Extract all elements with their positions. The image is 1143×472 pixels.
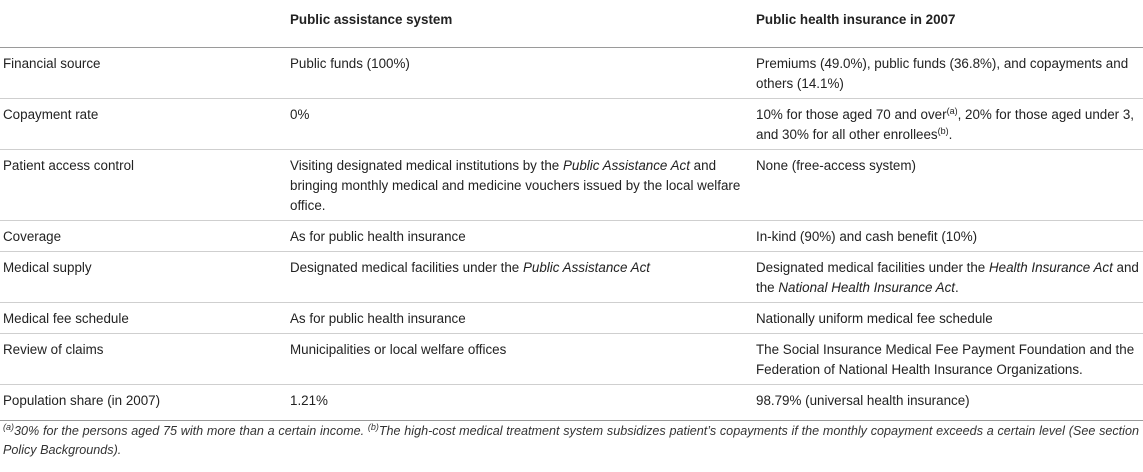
cell-assistance: 1.21% [290, 385, 756, 421]
access-text-pre: Visiting designated medical institutions by the [290, 158, 563, 173]
supply-text-pre: Designated medical facilities under the [290, 260, 523, 275]
footnote-marker-b: (b) [367, 422, 379, 432]
cell-insurance: The Social Insurance Medical Fee Payment Foundation and the Federation of National Health Insurance Organizations. [756, 334, 1143, 385]
cell-assistance: 0% [290, 99, 756, 150]
footnote-marker-b: (b) [937, 126, 949, 136]
cell-insurance [756, 252, 1143, 303]
table-row [0, 303, 1143, 334]
footnote-marker-a: (a) [946, 106, 958, 116]
act-name-italic: National Health Insurance Act [778, 280, 955, 295]
copayment-text-1: 10% for those aged 70 and over [756, 107, 947, 122]
access-text-post: and bringing monthly medical and medicine vouchers issued by the local welfare office. [290, 158, 741, 213]
table-row [0, 221, 1143, 252]
footnote-marker-a: (a) [3, 422, 14, 432]
supply-text-pre: Designated medical facilities under the [756, 260, 989, 275]
row-label-coverage: Coverage [0, 221, 290, 252]
cell-assistance: Municipalities or local welfare offices [290, 334, 756, 385]
cell-assistance [290, 150, 756, 221]
footnote-text-b: The high-cost medical treatment system subsidizes patient’s copayments if the monthly copayment exceeds a certain level (See section Policy Backgrounds). [3, 424, 1139, 457]
copayment-text-2: , 20% for those aged under 3, and 30% for all other enrollees [756, 107, 1135, 142]
table-footnote [3, 422, 1139, 460]
table-row [0, 334, 1143, 385]
row-label-population-share: Population share (in 2007) [0, 385, 290, 421]
row-label-medical-fee-schedule: Medical fee schedule [0, 303, 290, 334]
copayment-text-3: . [948, 127, 953, 142]
cell-insurance: None (free-access system) [756, 150, 1143, 221]
cell-insurance: In-kind (90%) and cash benefit (10%) [756, 221, 1143, 252]
row-label-medical-supply: Medical supply [0, 252, 290, 303]
table-row [0, 99, 1143, 150]
supply-text-mid: and the [756, 260, 1139, 295]
header-empty-cell [0, 8, 290, 48]
row-label-copayment-rate: Copayment rate [0, 99, 290, 150]
table-row [0, 48, 1143, 99]
table-row [0, 252, 1143, 303]
row-label-financial-source: Financial source [0, 48, 290, 99]
row-label-patient-access-control: Patient access control [0, 150, 290, 221]
cell-insurance: Nationally uniform medical fee schedule [756, 303, 1143, 334]
supply-text-post: . [955, 280, 959, 295]
header-public-assistance: Public assistance system [290, 8, 756, 48]
table-row [0, 150, 1143, 221]
table-body [0, 48, 1143, 421]
cell-assistance [290, 252, 756, 303]
footnote-text-a: 30% for the persons aged 75 with more than a certain income. [14, 424, 368, 438]
cell-insurance: 98.79% (universal health insurance) [756, 385, 1143, 421]
cell-assistance: As for public health insurance [290, 303, 756, 334]
act-name-italic: Health Insurance Act [988, 260, 1113, 275]
row-label-review-of-claims: Review of claims [0, 334, 290, 385]
cell-assistance: As for public health insurance [290, 221, 756, 252]
table-header [0, 8, 1143, 48]
header-row [0, 8, 1143, 48]
table-row [0, 385, 1143, 421]
cell-assistance: Public funds (100%) [290, 48, 756, 99]
comparison-table [0, 8, 1143, 421]
cell-insurance [756, 99, 1143, 150]
header-public-health-insurance: Public health insurance in 2007 [756, 8, 1143, 48]
act-name-italic: Public Assistance Act [562, 158, 690, 173]
act-name-italic: Public Assistance Act [522, 260, 650, 275]
cell-insurance: Premiums (49.0%), public funds (36.8%), and copayments and others (14.1%) [756, 48, 1143, 99]
